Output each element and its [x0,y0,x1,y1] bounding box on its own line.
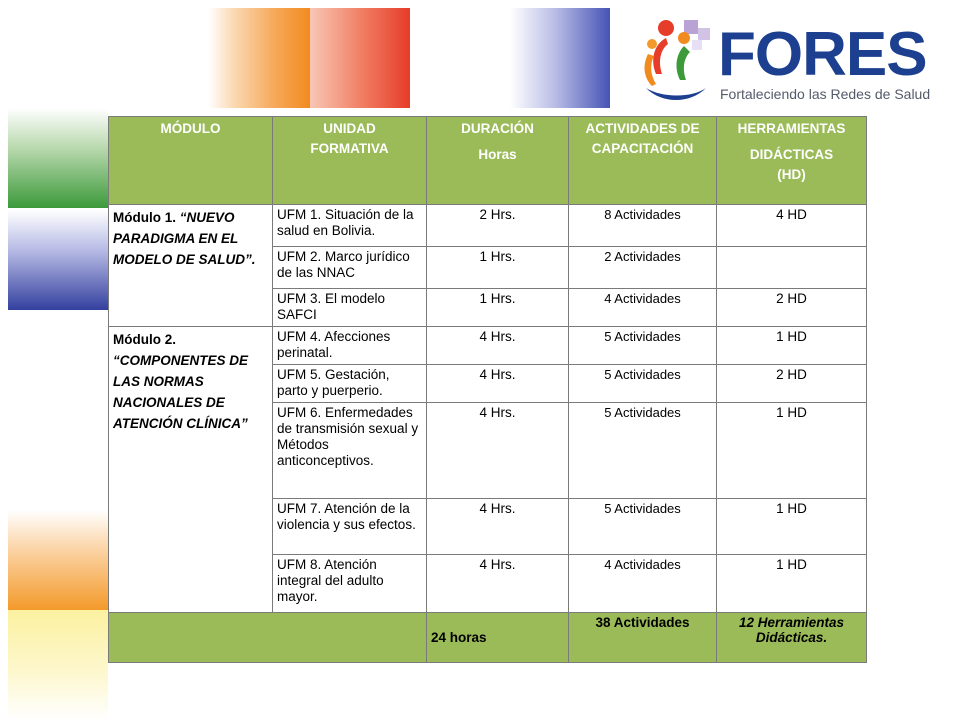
table-row [109,205,867,247]
unit-cell: UFM 7. Atención de la violencia y sus efectos. [273,499,427,555]
header-tools-line3: (HD) [777,167,806,182]
decorative-orange-square-left [8,510,108,610]
tools-cell [717,247,867,289]
activities-cell: 4 Actividades [569,289,717,327]
tools-cell: 1 HD [717,327,867,365]
tools-cell: 2 HD [717,365,867,403]
activities-cell: 2 Actividades [569,247,717,289]
activities-cell: 4 Actividades [569,555,717,613]
totals-empty-cell [109,613,427,663]
hours-cell: 4 Hrs. [427,499,569,555]
hours-cell: 4 Hrs. [427,555,569,613]
fores-logo [640,14,930,106]
unit-cell: UFM 3. El modelo SAFCI [273,289,427,327]
total-tools-cell [717,613,867,663]
hours-cell: 4 Hrs. [427,365,569,403]
header-duration-line2: Horas [478,147,517,162]
tools-cell: 1 HD [717,499,867,555]
header-activities-label: ACTIVIDADES DE CAPACITACIÓN [585,121,700,156]
hours-cell: 4 Hrs. [427,327,569,365]
header-duration [427,117,569,205]
total-hours-cell: 24 horas [427,613,569,663]
module-2-prefix: Módulo 2. [113,332,176,347]
module-1-prefix: Módulo 1. [113,210,180,225]
module-2-cell [109,327,273,613]
logo-tagline: Fortaleciendo las Redes de Salud [720,86,931,102]
module-1-cell [109,205,273,327]
tools-cell: 1 HD [717,555,867,613]
decorative-green-square [8,108,108,208]
hours-cell: 1 Hrs. [427,289,569,327]
header-tools-line2: DIDÁCTICAS [749,147,834,162]
header-unit-line1: UNIDAD [323,121,376,136]
activities-cell: 5 Actividades [569,403,717,499]
hours-cell: 1 Hrs. [427,247,569,289]
decorative-blue-square [510,8,610,108]
header-unit [273,117,427,205]
activities-cell: 5 Actividades [569,499,717,555]
header-module-label: MÓDULO [160,121,221,136]
unit-cell: UFM 4. Afecciones perinatal. [273,327,427,365]
hours-cell: 4 Hrs. [427,403,569,499]
decorative-red-square [310,8,410,108]
tools-cell: 4 HD [717,205,867,247]
hours-cell: 2 Hrs. [427,205,569,247]
totals-row [109,613,867,663]
total-activities-cell: 38 Actividades [569,613,717,663]
table-header-row [109,117,867,205]
module-2-title: “COMPONENTES DE LAS NORMAS NACIONALES DE ATENCIÓN CLÍNICA” [113,353,249,431]
decorative-yellow-square [8,610,108,720]
header-activities [569,117,717,205]
logo-wordmark: FORES [718,20,927,89]
unit-cell: UFM 5. Gestación, parto y puerperio. [273,365,427,403]
decorative-orange-square [208,8,310,108]
tools-cell: 2 HD [717,289,867,327]
header-unit-line2: FORMATIVA [310,141,389,156]
header-module [109,117,273,205]
unit-cell: UFM 2. Marco jurídico de las NNAC [273,247,427,289]
decorative-blue-square-left [8,210,108,310]
header-duration-line1: DURACIÓN [461,121,534,136]
logo-people-icon [640,14,720,106]
tools-cell: 1 HD [717,403,867,499]
module-1-title: “NUEVO PARADIGMA EN EL MODELO DE SALUD”. [113,210,256,267]
curriculum-table [108,116,867,663]
total-tools-label: 12 Herramientas Didácticas. [738,615,845,645]
unit-cell: UFM 8. Atención integral del adulto mayor. [273,555,427,613]
unit-cell: UFM 6. Enfermedades de transmisión sexual y Métodos anticonceptivos. [273,403,427,499]
activities-cell: 8 Actividades [569,205,717,247]
unit-cell: UFM 1. Situación de la salud en Bolivia. [273,205,427,247]
activities-cell: 5 Actividades [569,365,717,403]
activities-cell: 5 Actividades [569,327,717,365]
table-row [109,327,867,365]
header-tools [717,117,867,205]
header-tools-line1: HERRAMIENTAS [737,121,846,136]
